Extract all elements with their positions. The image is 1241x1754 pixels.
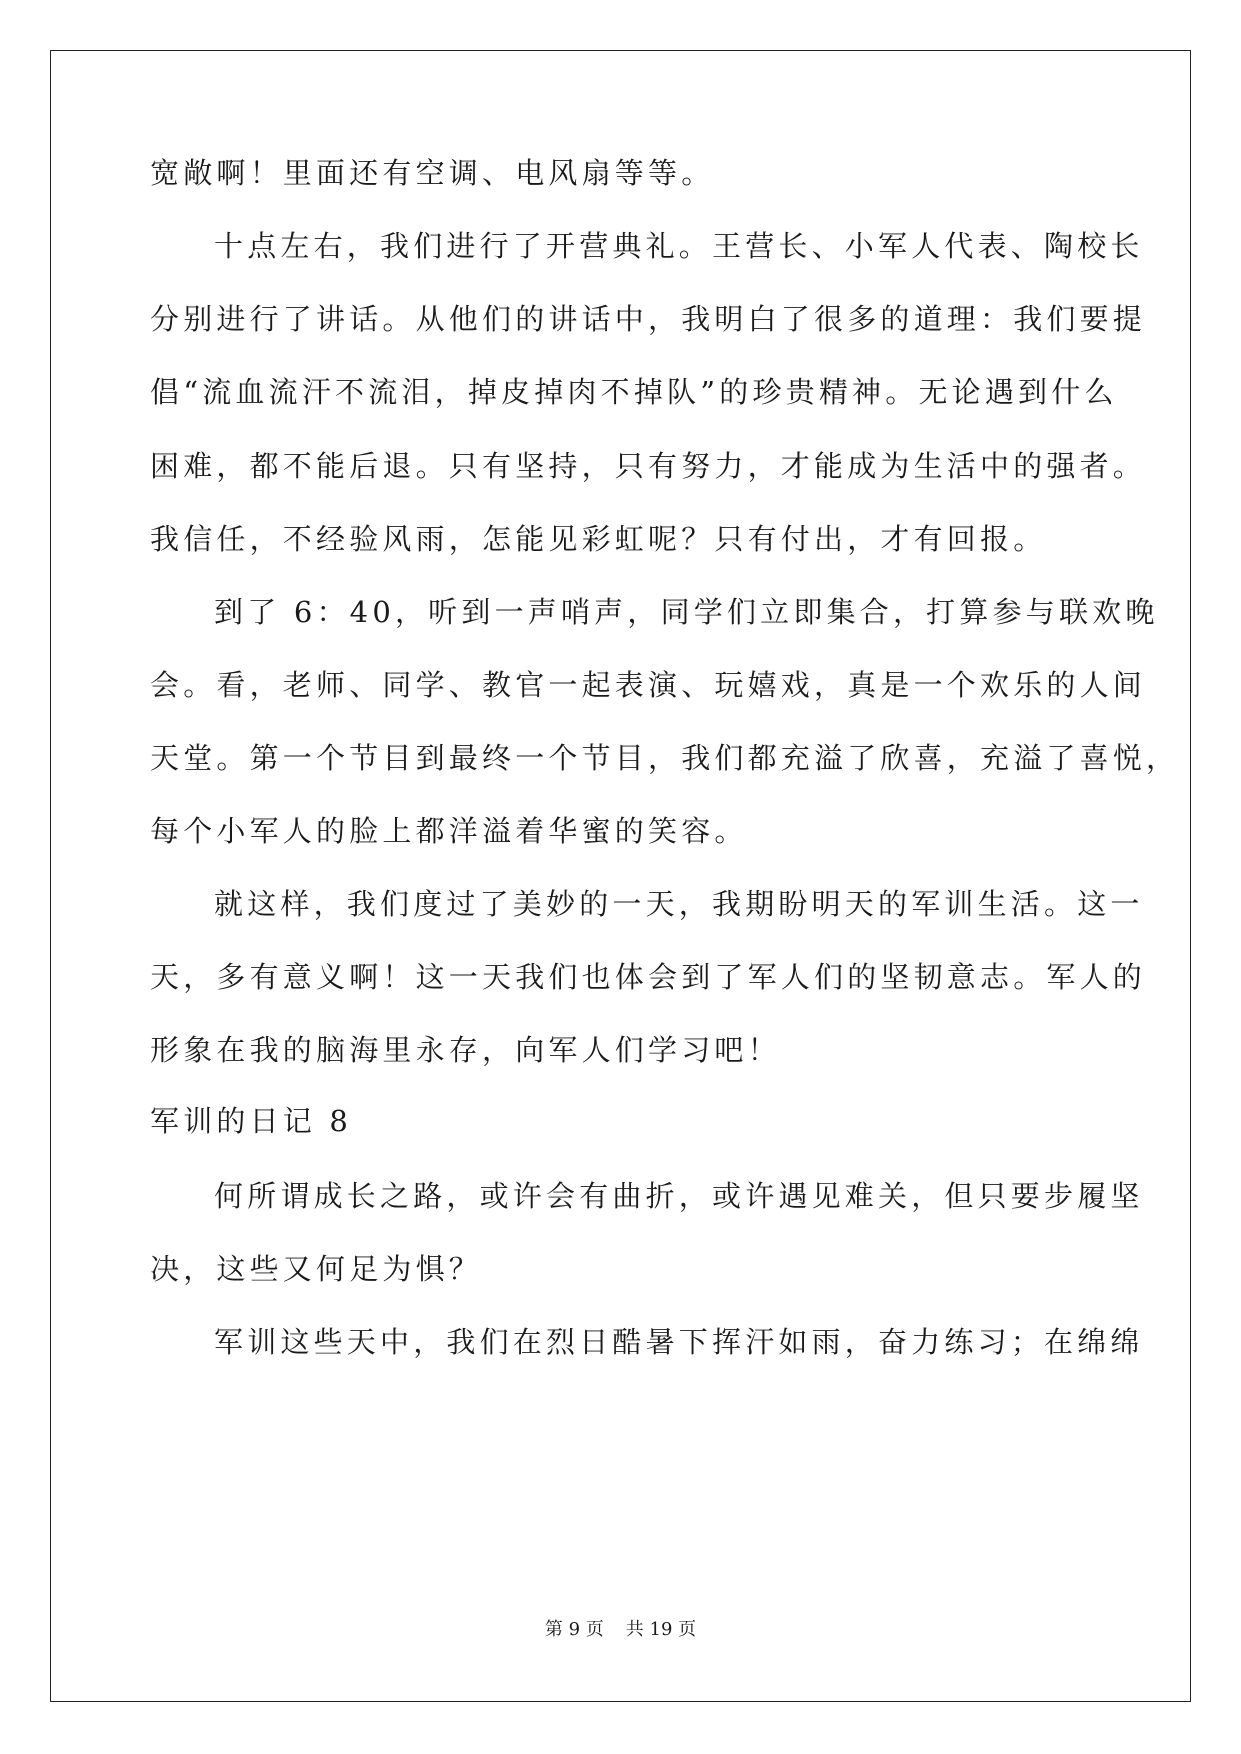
paragraph-start-line: 就这样，我们度过了美妙的一天，我期盼明天的军训生活。这一 [214, 887, 1144, 921]
paragraph-start-line: 军训这些天中，我们在烈日酷暑下挥汗如雨，奋力练习；在绵绵 [214, 1325, 1144, 1359]
paragraph-start-line: 到了 6：40，听到一声哨声，同学们立即集合，打算参与联欢晚 [214, 595, 1159, 629]
text-line: 困难，都不能后退。只有坚持，只有努力，才能成为生活中的强者。 [150, 449, 1147, 483]
section-heading: 军训的日记 8 [150, 1104, 353, 1138]
text-line: 倡“流血流汗不流泪，掉皮掉肉不掉队”的珍贵精神。无论遇到什么 [150, 375, 1118, 409]
text-line: 决，这些又何足为惧？ [150, 1252, 483, 1286]
text-line: 分别进行了讲话。从他们的讲话中，我明白了很多的道理：我们要提 [150, 302, 1147, 336]
text-line: 每个小军人的脸上都洋溢着华蜜的笑容。 [150, 814, 748, 848]
text-line: 宽敞啊！里面还有空调、电风扇等等。 [150, 156, 715, 190]
total-pages: 共 19 页 [625, 1619, 697, 1640]
page-number: 第 9 页 [544, 1619, 604, 1640]
paragraph-start-line: 何所谓成长之路，或许会有曲折，或许遇见难关，但只要步履坚 [214, 1179, 1144, 1213]
page-footer [0, 1618, 1241, 1642]
page-border [50, 50, 1191, 1702]
text-line: 我信任，不经验风雨，怎能见彩虹呢？只有付出，才有回报。 [150, 522, 1047, 556]
text-line: 天，多有意义啊！这一天我们也体会到了军人们的坚韧意志。军人的 [150, 960, 1147, 994]
text-line: 会。看，老师、同学、教官一起表演、玩嬉戏，真是一个欢乐的人间 [150, 668, 1147, 702]
text-line: 天堂。第一个节目到最终一个节目，我们都充溢了欣喜，充溢了喜悦， [150, 741, 1180, 775]
paragraph-start-line: 十点左右，我们进行了开营典礼。王营长、小军人代表、陶校长 [214, 229, 1144, 263]
text-line: 形象在我的脑海里永存，向军人们学习吧！ [150, 1033, 781, 1067]
